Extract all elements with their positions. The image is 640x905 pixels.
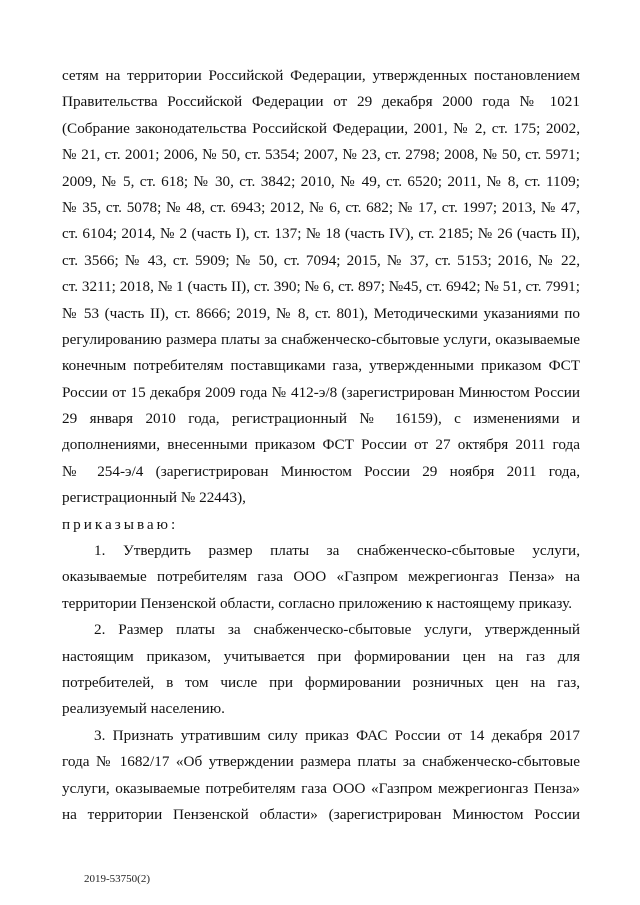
order-keyword: приказываю: xyxy=(62,515,179,533)
text-line: 2. Размер платы за снабженческо-сбытовые услуги, утвержденный xyxy=(94,621,580,639)
document-footer-code: 2019-53750(2) xyxy=(84,873,150,885)
text-line: ст. 3566; № 43, ст. 5909; № 50, ст. 7094; 2015, № 37, ст. 5153; 2016, № 22, xyxy=(62,251,580,269)
text-line: № 35, ст. 5078; № 48, ст. 6943; 2012, № 6, ст. 682; № 17, ст. 1997; 2013, № 47, xyxy=(62,198,580,216)
text-line: оказываемые потребителям газа ООО «Газпром межрегионгаз Пенза» на xyxy=(62,568,580,586)
text-line: настоящим приказом, учитывается при формировании цен на газ для xyxy=(62,647,580,665)
text-line: 1. Утвердить размер платы за снабженческо-сбытовые услуги, xyxy=(94,542,580,560)
text-line: № 53 (часть II), ст. 8666; 2019, № 8, ст. 801), Методическими указаниями по xyxy=(62,304,580,322)
text-line: № 254-э/4 (зарегистрирован Минюстом России 29 ноября 2011 года, xyxy=(62,462,580,480)
text-line: года № 1682/17 «Об утверждении размера платы за снабженческо-сбытовые xyxy=(62,753,580,771)
text-line: (Собрание законодательства Российской Федерации, 2001, № 2, ст. 175; 2002, xyxy=(62,119,580,137)
text-line: дополнениями, внесенными приказом ФСТ России от 27 октября 2011 года xyxy=(62,436,580,454)
text-line: регистрационный № 22443), xyxy=(62,489,246,507)
text-line: 29 января 2010 года, регистрационный № 16159), с изменениями и xyxy=(62,410,580,428)
text-line: услуги, оказываемые потребителям газа ООО «Газпром межрегионгаз Пенза» xyxy=(62,779,580,797)
text-line: 3. Признать утратившим силу приказ ФАС России от 14 декабря 2017 xyxy=(94,726,580,744)
text-line: территории Пензенской области, согласно приложению к настоящему приказу. xyxy=(62,594,572,612)
text-line: 2009, № 5, ст. 618; № 30, ст. 3842; 2010, № 49, ст. 6520; 2011, № 8, ст. 1109; xyxy=(62,172,580,190)
text-line: конечным потребителям поставщиками газа, утвержденными приказом ФСТ xyxy=(62,357,580,375)
text-line: реализуемый населению. xyxy=(62,700,225,718)
document-body xyxy=(62,63,580,828)
text-line: на территории Пензенской области» (зарегистрирован Минюстом России xyxy=(62,805,580,823)
text-line: ст. 3211; 2018, № 1 (часть II), ст. 390; № 6, ст. 897; №45, ст. 6942; № 51, ст. 7991; xyxy=(62,278,580,296)
text-line: регулированию размера платы за снабженческо-сбытовые услуги, оказываемые xyxy=(62,330,580,348)
text-line: потребителей, в том числе при формировании розничных цен на газ, xyxy=(62,673,580,691)
text-line: России от 15 декабря 2009 года № 412-э/8 (зарегистрирован Минюстом России xyxy=(62,383,580,401)
text-line: сетям на территории Российской Федерации, утвержденных постановлением xyxy=(62,67,580,84)
text-line: № 21, ст. 2001; 2006, № 50, ст. 5354; 2007, № 23, ст. 2798; 2008, № 50, ст. 5971; xyxy=(62,146,580,164)
text-line: ст. 6104; 2014, № 2 (часть I), ст. 137; № 18 (часть IV), ст. 2185; № 26 (часть II), xyxy=(62,225,580,243)
text-line: Правительства Российской Федерации от 29 декабря 2000 года № 1021 xyxy=(62,93,580,111)
